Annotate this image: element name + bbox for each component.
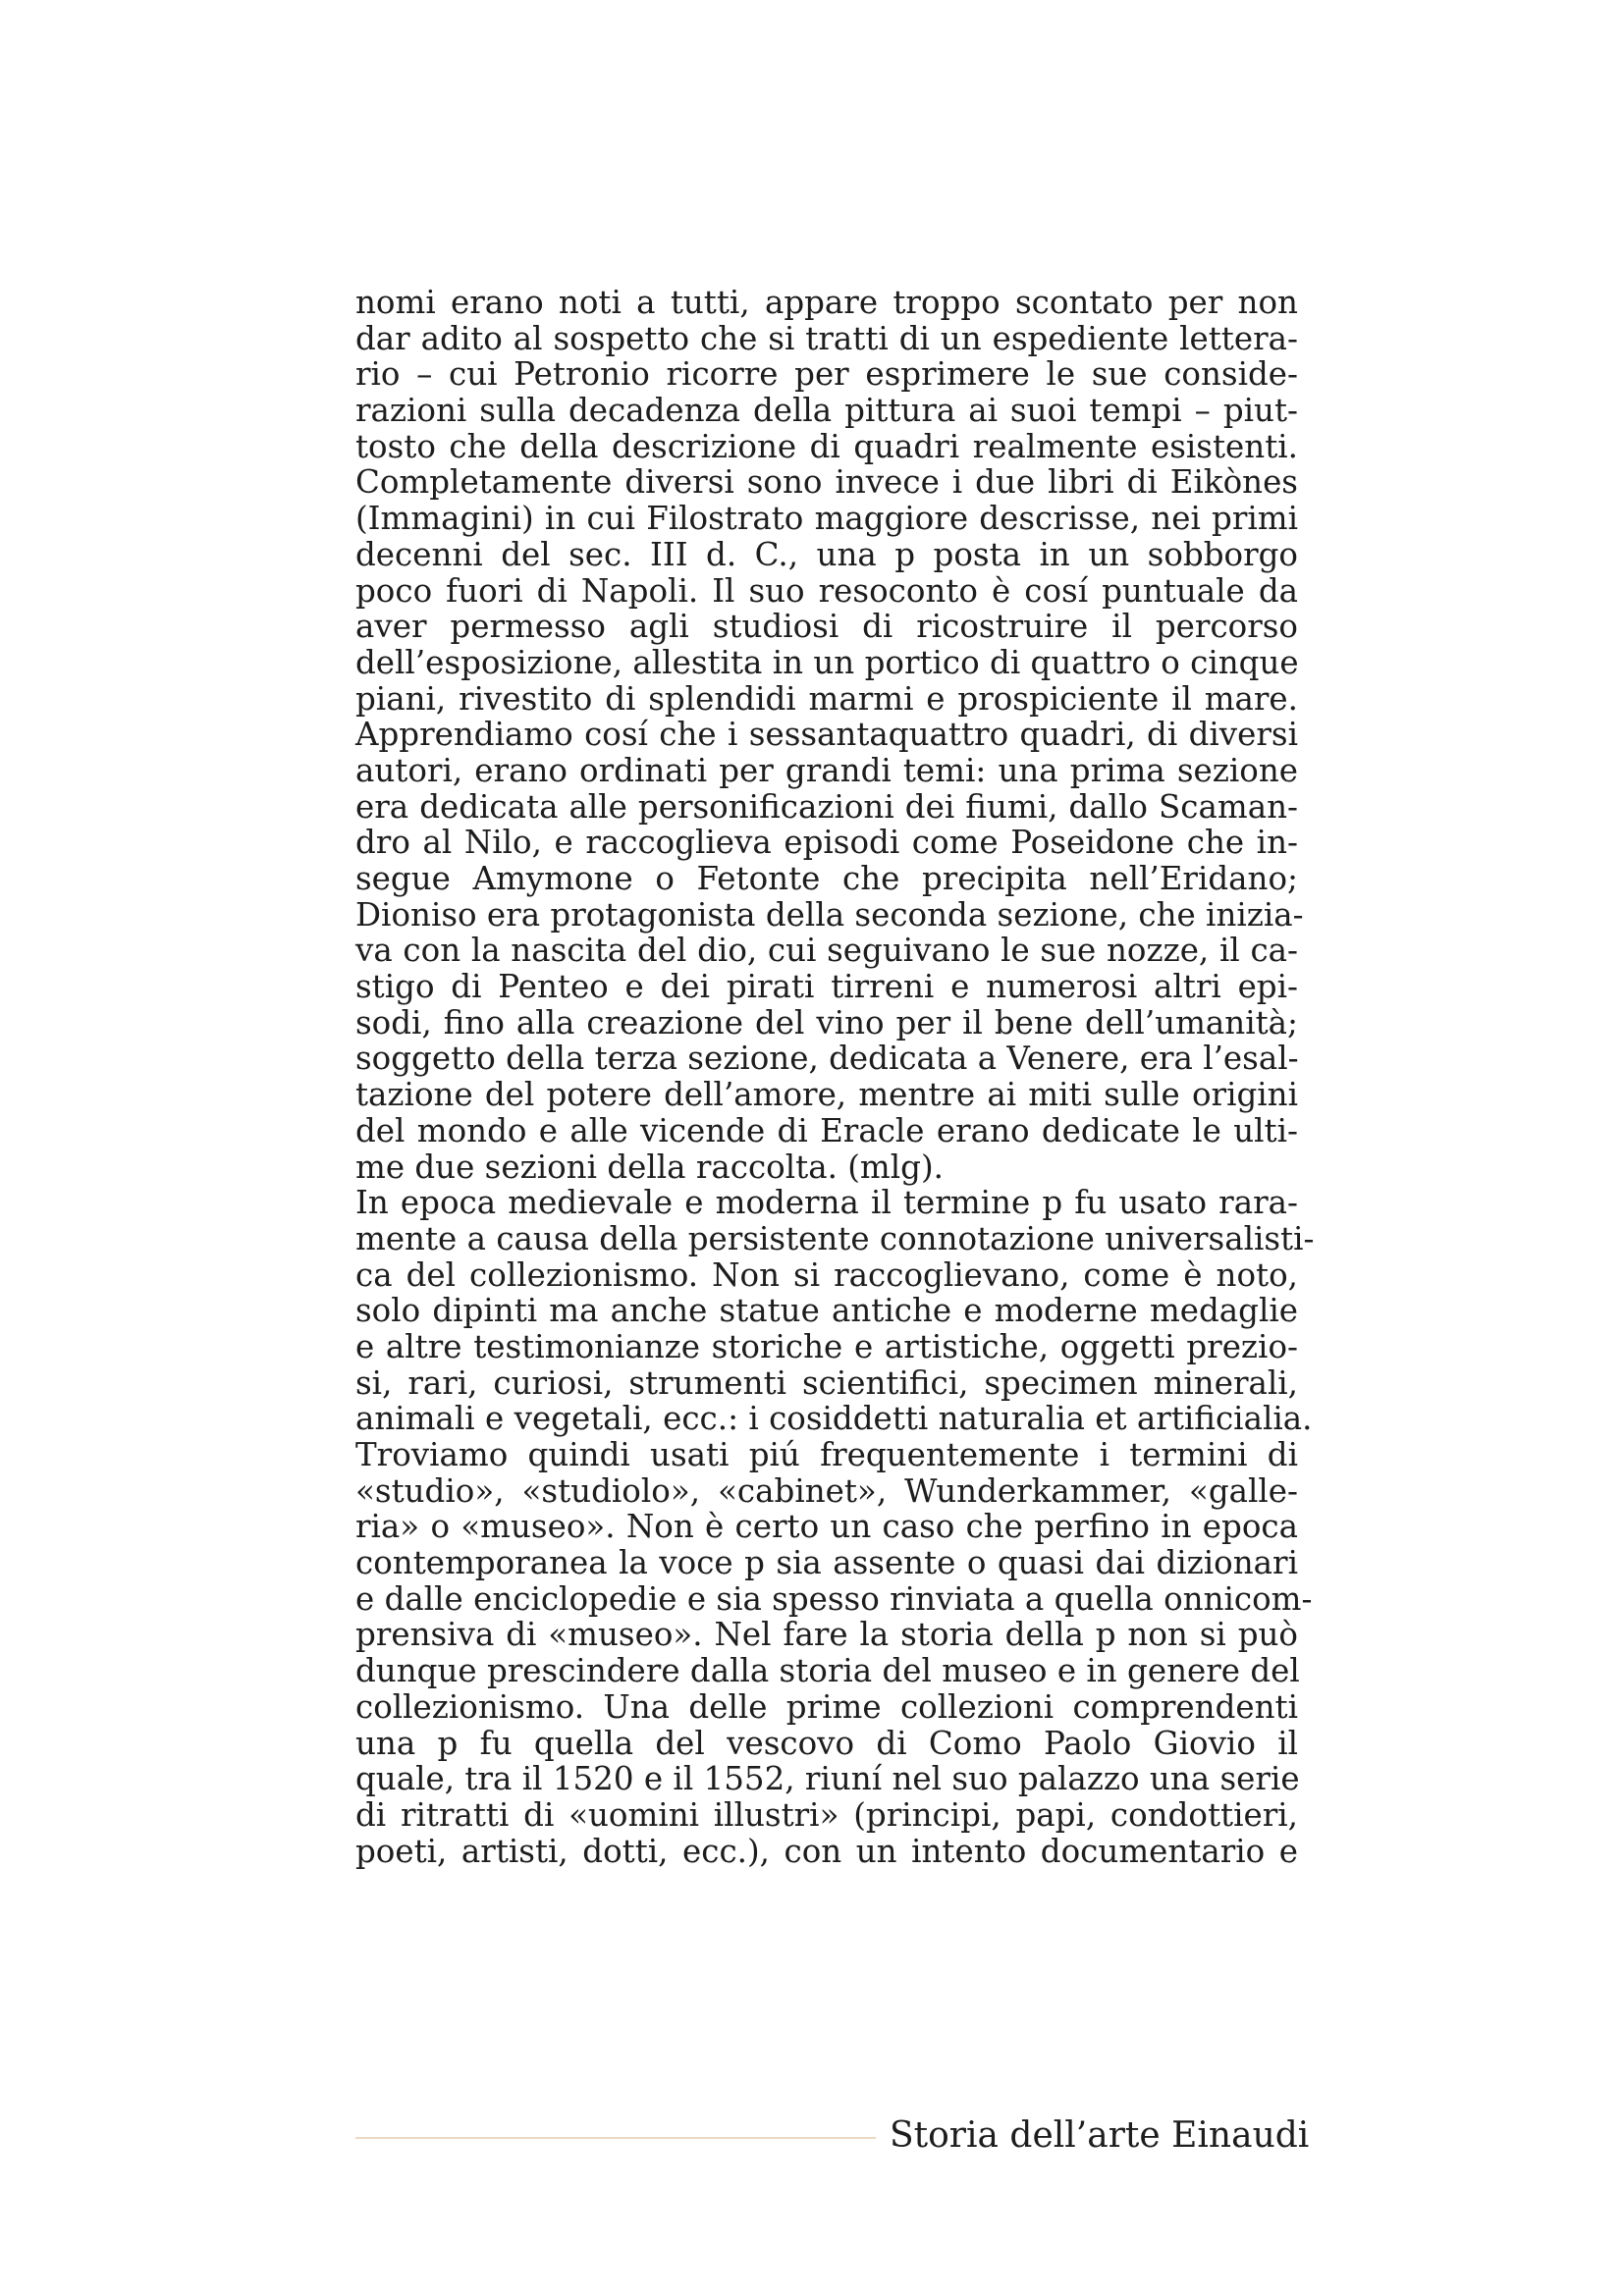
text-line: tosto che della descrizione di quadri realmente esistenti. [355,427,1298,465]
text-line: rio – cui Petronio ricorre per esprimere le sue conside- [355,355,1298,394]
text-line: Troviamo quindi usati piú frequentemente i termini di [355,1436,1298,1473]
text-line: animali e vegetali, ecc.: i cosiddetti naturalia et artificialia. [355,1400,1313,1438]
text-line: In epoca medievale e moderna il termine p fu usato rara- [355,1184,1298,1222]
text-line: una p fu quella del vescovo di Como Paolo Giovio il [355,1724,1298,1762]
text-line: prensiva di «museo». Nel fare la storia della p non si può [355,1616,1298,1654]
text-line: dro al Nilo, e raccoglieva episodi come Poseidone che in- [355,824,1298,862]
text-line: piani, rivestito di splendidi marmi e prospiciente il mare. [355,679,1298,718]
footer-title: Storia dell’arte Einaudi [890,2115,1310,2156]
text-line: razioni sulla decadenza della pittura ai suoi tempi – piut- [355,392,1298,430]
text-line: «studio», «studiolo», «cabinet», Wunderkammer, «galle- [355,1471,1298,1510]
text-line: poeti, artisti, dotti, ecc.), con un intento documentario e [355,1832,1298,1870]
text-line: sodi, fino alla creazione del vino per il bene dell’umanità; [355,1003,1298,1041]
text-line: poco fuori di Napoli. Il suo resoconto è cosí puntuale da [355,571,1298,610]
text-line: dunque prescindere dalla storia del museo e in genere del [355,1652,1300,1690]
text-line: Apprendiamo cosí che i sessantaquattro quadri, di diversi [355,716,1298,754]
text-line: stigo di Penteo e dei pirati tirreni e numerosi altri epi- [355,968,1298,1006]
text-line: quale, tra il 1520 e il 1552, riuní nel suo palazzo una serie [355,1760,1300,1798]
text-line: me due sezioni della raccolta. (mlg). [355,1148,944,1186]
body-text [355,284,1315,1870]
text-line: va con la nascita del dio, cui seguivano le sue nozze, il ca- [355,932,1298,970]
text-line: si, rari, curiosi, strumenti scientifici, specimen minerali, [355,1363,1298,1402]
text-line: dar adito al sospetto che si tratti di un espediente lettera- [355,319,1298,357]
text-line: del mondo e alle vicende di Eracle erano dedicate le ulti- [355,1111,1298,1149]
text-line: collezionismo. Una delle prime collezioni comprendenti [355,1687,1298,1726]
text-line: dell’esposizione, allestita in un portico di quattro o cinque [355,643,1299,681]
text-line: contemporanea la voce p sia assente o quasi dai dizionari [355,1544,1298,1582]
text-line: Dioniso era protagonista della seconda sezione, che inizia- [355,895,1304,934]
text-line: soggetto della terza sezione, dedicata a Venere, era l’esal- [355,1040,1299,1078]
text-line: mente a causa della persistente connotazione universalisti- [355,1219,1315,1257]
text-line: decenni del sec. III d. C., una p posta in un sobborgo [355,535,1298,573]
text-line: nomi erano noti a tutti, appare troppo scontato per non [355,284,1298,321]
text-line: ria» o «museo». Non è certo un caso che perfino in epoca [355,1508,1298,1546]
text-line: (Immagini) in cui Filostrato maggiore descrisse, nei primi [355,500,1298,538]
footer-rule [355,2137,876,2139]
text-line: aver permesso agli studiosi di ricostruire il percorso [355,608,1298,646]
text-line: Completamente diversi sono invece i due libri di Eikònes [355,463,1298,502]
text-line: solo dipinti ma anche statue antiche e moderne medaglie [355,1292,1298,1330]
text-line: e dalle enciclopedie e sia spesso rinviata a quella onnicom- [355,1579,1313,1618]
text-line: di ritratti di «uomini illustri» (principi, papi, condottieri, [355,1795,1298,1834]
text-line: e altre testimonianze storiche e artistiche, oggetti prezio- [355,1327,1298,1365]
text-line: ca del collezionismo. Non si raccoglievano, come è noto, [355,1255,1298,1294]
text-line: tazione del potere dell’amore, mentre ai miti sulle origini [355,1076,1298,1114]
text-line: autori, erano ordinati per grandi temi: una prima sezione [355,751,1298,789]
text-line: segue Amymone o Fetonte che precipita nell’Eridano; [355,860,1298,897]
text-line: era dedicata alle personificazioni dei fiumi, dallo Scaman- [355,787,1298,826]
